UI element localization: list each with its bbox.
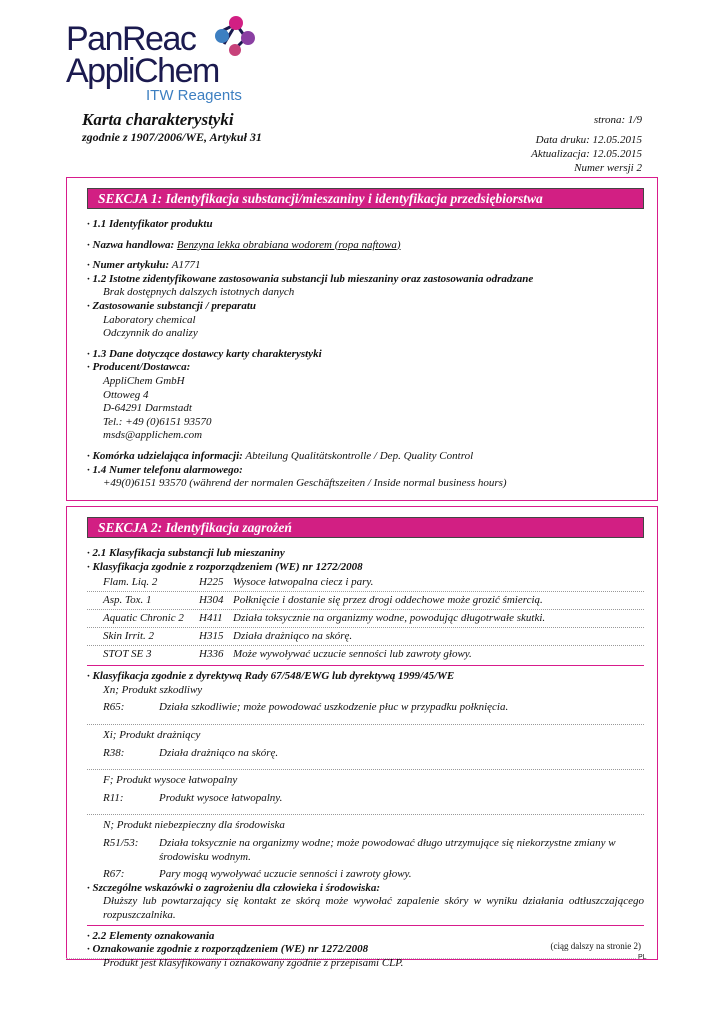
risk-code: R67: (103, 868, 125, 881)
divider (87, 925, 644, 926)
hazard-class: Asp. Tox. 1 (103, 594, 152, 607)
producer-label: · Producent/Dostawca: (87, 361, 191, 374)
supplier-details-label: · 1.3 Dane dotyczące dostawcy karty charakterystyki (87, 347, 322, 360)
hazard-code: H304 (199, 594, 224, 607)
risk-code: R51/53: (103, 836, 139, 849)
producer-line: AppliChem GmbH (103, 374, 185, 387)
divider (87, 760, 644, 770)
relevant-uses-value: Brak dostępnych dalszych istotnych danych (103, 286, 295, 299)
info-department-value: Abteilung Qualitätskontrolle / Dep. Quality Control (245, 449, 474, 462)
hazard-code: H225 (199, 576, 224, 589)
hazard-text: Wysoce łatwopalna ciecz i pary. (233, 576, 374, 589)
risk-text: Działa szkodliwie; może powodować uszkodzenie płuc w przypadku połknięcia. (159, 701, 509, 714)
hazard-class: Flam. Liq. 2 (103, 576, 158, 589)
hazard-text: Działa drażniąco na skórę. (233, 630, 353, 643)
molecule-logo-icon (188, 10, 308, 66)
risk-code: R11: (103, 791, 124, 804)
risk-text: Działa drażniąco na skórę. (159, 746, 279, 759)
application-line-1: Laboratory chemical (103, 313, 196, 326)
hazard-row (87, 646, 644, 663)
section-1-heading: SEKCJA 1: Identyfikacja substancji/mieszaniny i identyfikacja przedsiębiorstwa (87, 188, 644, 209)
producer-line: Ottoweg 4 (103, 388, 149, 401)
risk-group-title: N; Produkt niebezpieczny dla środowiska (103, 819, 285, 832)
clp-classification-label: · Klasyfikacja zgodnie z rozporządzeniem (WE) nr 1272/2008 (87, 560, 363, 573)
risk-group-title: Xn; Produkt szkodliwy (103, 683, 203, 696)
language-code: PL (638, 954, 647, 961)
continued-note: (ciąg dalszy na stronie 2) (550, 941, 641, 951)
document-subtitle: zgodnie z 1907/2006/WE, Artykuł 31 (82, 130, 262, 144)
hazard-class: STOT SE 3 (103, 648, 152, 661)
company-logo (66, 10, 256, 102)
hazard-text: Działa toksycznie na organizmy wodne, powodując długotrwałe skutki. (233, 612, 546, 625)
trade-name-row (87, 239, 644, 253)
hazard-code: H336 (199, 648, 224, 661)
producer-email: msds@applichem.com (103, 429, 203, 442)
risk-text: Pary mogą wywoływać uczucie senności i zawroty głowy. (159, 868, 412, 881)
article-number-row (87, 259, 644, 273)
risk-code: R38: (103, 746, 125, 759)
classification-label: · 2.1 Klasyfikacja substancji lub mieszaniny (87, 547, 285, 559)
document-meta (531, 113, 642, 175)
hazard-class: Aquatic Chronic 2 (103, 612, 184, 625)
divider (87, 715, 644, 725)
risk-phrase-row (87, 701, 644, 715)
logo-line-3: ITW Reagents (146, 87, 242, 104)
clp-labelling-label: · Oznakowanie zgodnie z rozporządzeniem (WE) nr 1272/2008 (87, 943, 369, 956)
hazard-row (87, 574, 644, 592)
product-identifier-label: · 1.1 Identyfikator produktu (87, 218, 213, 230)
document-title: Karta charakterystyki (82, 110, 234, 129)
special-hazards-label: · Szczególne wskazówki o zagrożeniu dla człowieka i środowiska: (87, 881, 381, 894)
producer-line: D-64291 Darmstadt (103, 402, 192, 415)
hazard-row (87, 628, 644, 646)
print-date: Data druku: 12.05.2015 (535, 134, 642, 146)
info-department-row (87, 450, 644, 464)
version-number: Numer wersji 2 (574, 162, 642, 174)
risk-group-title: F; Produkt wysoce łatwopalny (103, 774, 238, 787)
page-number: strona: 1/9 (593, 114, 642, 126)
risk-phrase-row (87, 747, 644, 761)
divider (87, 665, 644, 666)
section-1 (66, 177, 658, 501)
section-2-heading: SEKCJA 2: Identyfikacja zagrożeń (87, 517, 644, 538)
hazard-text: Połknięcie i dostanie się przez drogi oddechowe może grozić śmiercią. (233, 594, 543, 607)
application-line-2: Odczynnik do analizy (103, 327, 198, 340)
section-2 (66, 506, 658, 969)
risk-phrase-row (87, 792, 644, 806)
producer-line: Tel.: +49 (0)6151 93570 (103, 415, 212, 428)
hazard-code: H315 (199, 630, 224, 643)
emergency-phone-value: +49(0)6151 93570 (während der normalen Geschäftszeiten / Inside normal business hours) (103, 477, 507, 490)
hazard-text: Może wywoływać uczucie senności lub zawroty głowy. (233, 648, 472, 661)
risk-code: R65: (103, 701, 125, 714)
info-department-label: · Komórka udzielająca informacji: (87, 449, 243, 462)
hazard-row (87, 592, 644, 610)
clp-labelling-text: Produkt jest klasyfikowany i oznakowany zgodnie z przepisami CLP. (103, 956, 404, 969)
logo-line-1: PanReac (66, 20, 196, 58)
footer-divider (66, 958, 636, 959)
risk-text: Produkt wysoce łatwopalny. (159, 791, 283, 804)
risk-group-title: Xi; Produkt drażniący (103, 728, 201, 741)
hazard-code: H411 (199, 612, 223, 625)
article-number-label: · Numer artykułu: (87, 259, 170, 272)
update-date: Aktualizacja: 12.05.2015 (531, 148, 642, 160)
hazard-row (87, 610, 644, 628)
relevant-uses-label: · 1.2 Istotne zidentyfikowane zastosowania substancji lub mieszaniny oraz zastosowania odradzane (87, 272, 534, 285)
dsd-classification-label: · Klasyfikacja zgodnie z dyrektywą Rady 67/548/EWG lub dyrektywą 1999/45/WE (87, 670, 455, 683)
logo-line-2: AppliChem (66, 52, 219, 90)
hazard-class: Skin Irrit. 2 (103, 630, 155, 643)
risk-phrase-row (87, 837, 644, 864)
application-label: · Zastosowanie substancji / preparatu (87, 299, 257, 312)
trade-name-label: · Nazwa handlowa: (87, 238, 175, 251)
special-hazards-text: Dłuższy lub powtarzający się kontakt ze skórą może wywołać zapalenie skóry w wyniku działania odtłuszczającego rozpuszczalnika. (103, 895, 644, 921)
label-elements-label: · 2.2 Elementy oznakowania (87, 929, 215, 942)
divider (87, 805, 644, 815)
risk-phrase-row (87, 868, 644, 882)
risk-text: Działa toksycznie na organizmy wodne; może powodować długo utrzymujące się niekorzystne zmiany w środowisku wodnym. (159, 836, 616, 863)
emergency-phone-label: · 1.4 Numer telefonu alarmowego: (87, 463, 243, 476)
article-number-value: A1771 (171, 259, 201, 272)
trade-name-value: Benzyna lekka obrabiana wodorem (ropa naftowa) (176, 238, 401, 251)
